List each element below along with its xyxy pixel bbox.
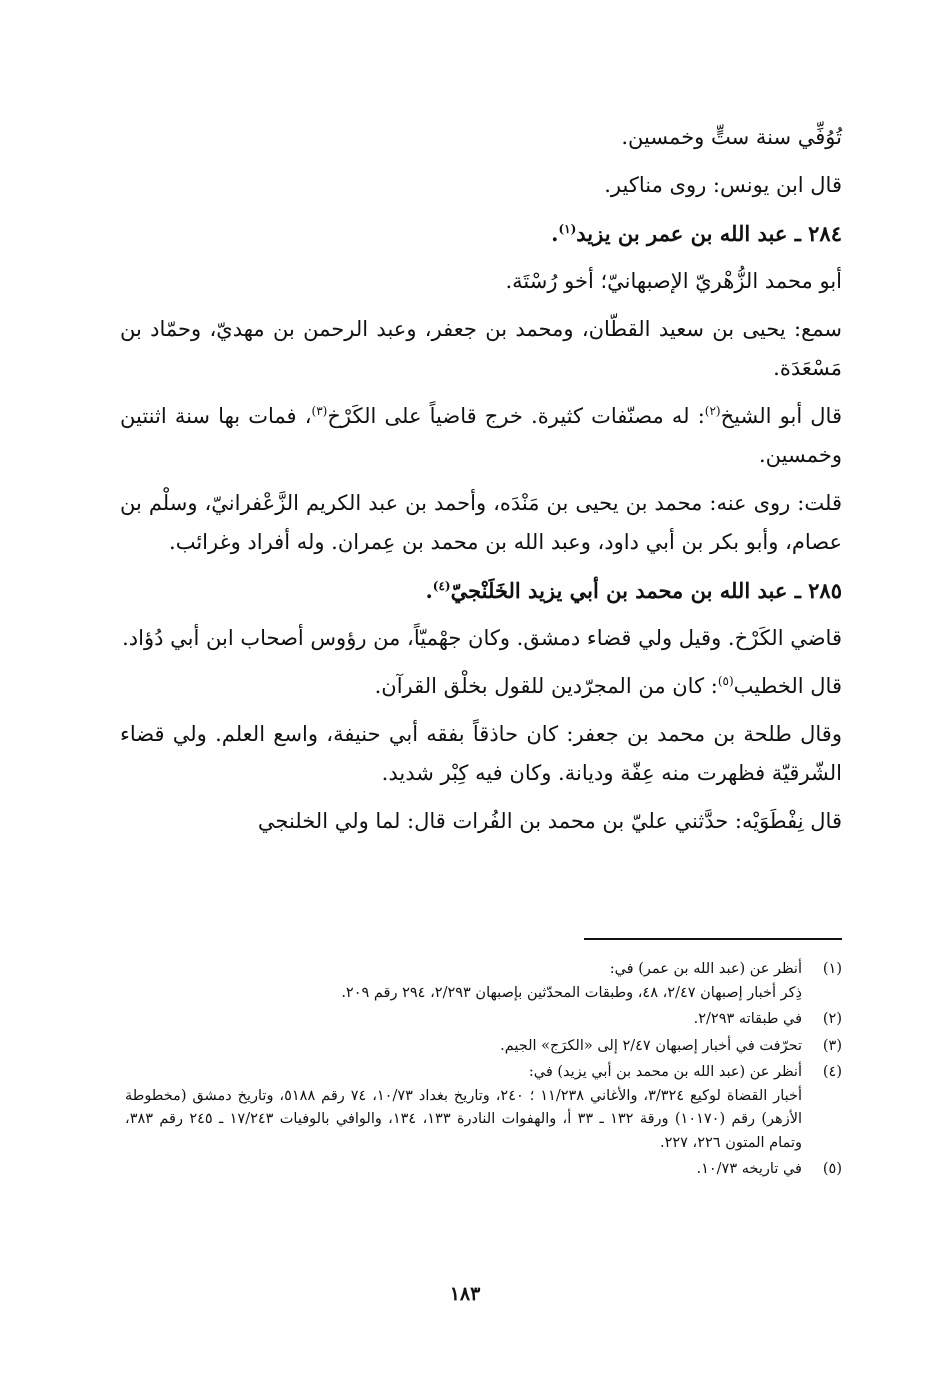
paragraph: قال ابن يونس: روى مناكير. (604, 173, 842, 197)
paragraph: قلت: روى عنه: محمد بن يحيى بن مَنْدَه، وأحمد بن عبد الكريم الزَّعْفرانيّ، وسلْم بن عصام، وأبو بكر بن أبي داود، وعبد الله بن محمد بن عِمران. وله أفراد وغرائب. (120, 491, 842, 554)
footnotes (125, 958, 842, 1185)
text-span: ، فمات بها سنة اثنتين وخمسين. (120, 404, 842, 467)
footnote-number: (٣) (822, 1037, 842, 1054)
footnote-ref: (٣) (311, 404, 328, 418)
footnote-ref: (١) (558, 222, 577, 236)
paragraph: أبو محمد الزُّهْريّ الإصبهانيّ؛ أخو رُسْتَة. (505, 269, 842, 293)
footnote-line: أنظر عن (عبد الله بن عمر) في: (609, 961, 802, 977)
text-span: قال أبو الشيخ (720, 404, 842, 428)
footnote-1 (125, 958, 842, 1005)
footnote-ref: (٥) (717, 674, 734, 688)
footnote-line: في طبقاته ٢/٢٩٣. (693, 1011, 802, 1027)
footnote-number: (٢) (822, 1011, 842, 1027)
footnote-line: أنظر عن (عبد الله بن محمد بن أبي يزيد) في: (528, 1064, 802, 1080)
footnote-number: (٥) (822, 1161, 842, 1177)
footnote-line: ذِكر أخبار إصبهان ٢/٤٧، ٤٨، وطبقات المحدّثين بإصبهان ٢/٢٩٣، ٢٩٤ رقم ٢٠٩. (341, 984, 802, 1001)
footnote-line: تحرّفت في أخبار إصبهان ٢/٤٧ إلى «الكرَج» الجيم. (500, 1037, 802, 1054)
entry-heading-284: ٢٨٤ ـ عبد الله بن عمر بن يزيد$^{(١)}$. (551, 221, 842, 246)
text-span: : كان من المجرّدين للقول بخلْق القرآن. (374, 674, 718, 698)
main-text (120, 118, 842, 850)
footnote-5 (125, 1158, 842, 1182)
paragraph (120, 667, 842, 706)
footnote-2 (125, 1008, 842, 1032)
paragraph: قاضي الكَرْخ. وقيل ولي قضاء دمشق. وكان جهْميّاً، من رؤوس أصحاب ابن أبي دُؤاد. (122, 626, 842, 650)
paragraph: تُوُفِّي سنة ستٍّ وخمسين. (621, 125, 842, 149)
footnote-line: في تاريخه ١٠/٧٣. (696, 1161, 802, 1177)
entry-number: ٢٨٥ ـ (794, 578, 842, 603)
paragraph: قال نِفْطَوَيْه: حدَّثني عليّ بن محمد بن الفُرات قال: لما ولي الخلنجي (257, 809, 842, 833)
paragraph (120, 397, 842, 475)
entry-number: ٢٨٤ ـ (794, 221, 842, 246)
text-span: : له مصنّفات كثيرة. خرج قاضياً على الكَرْخ (327, 404, 705, 428)
entry-heading-285: ٢٨٥ ـ عبد الله بن محمد بن أبي يزيد الخَلَنْجيّ$^{(٤)}$. (425, 578, 842, 603)
footnote-4 (125, 1061, 842, 1155)
text-span: قال الخطيب (733, 674, 842, 698)
footnote-number: (١) (822, 961, 842, 977)
footnote-3 (125, 1035, 842, 1059)
page-number: ١٨٣ (449, 1283, 481, 1305)
footnote-line: أخبار القضاة لوكيع ٣/٣٢٤، والأغاني ١١/٢٣٨ ؛ ٢٤٠، وتاريخ بغداد ١٠/٧٣، ٧٤ رقم ٥١٨٨، وتاريخ دمشق (مخطوطة الأزهر) رقم (١٠١٧٠) ورقة ١٣٢ ـ ٣٣ أ، والهفوات النادرة ١٣٣، ١٣٤، والوافي بالوفيات ١٧/٢٤٣ ـ ٢٤٥ رقم ٣٨٣، وتمام المتون ٢٢٦، ٢٢٧. (125, 1087, 802, 1151)
footnote-ref: (٢) (704, 404, 721, 418)
paragraph: وقال طلحة بن محمد بن جعفر: كان حاذقاً بفقه أبي حنيفة، واسع العلم. ولي قضاء الشّرقيّة فظهرت منه عِفّة وديانة. وكان فيه كِبْر شديد. (120, 722, 842, 785)
footnote-number: (٤) (822, 1064, 842, 1080)
footnote-ref: (٤) (432, 579, 451, 593)
entry-name: عبد الله بن عمر بن يزيد (576, 221, 788, 246)
entry-name: عبد الله بن محمد بن أبي يزيد الخَلَنْجيّ (450, 578, 788, 603)
footnote-divider (584, 938, 842, 940)
paragraph: سمع: يحيى بن سعيد القطّان، ومحمد بن جعفر، وعبد الرحمن بن مهديّ، وحمّاد بن مَسْعَدَة. (120, 317, 842, 380)
